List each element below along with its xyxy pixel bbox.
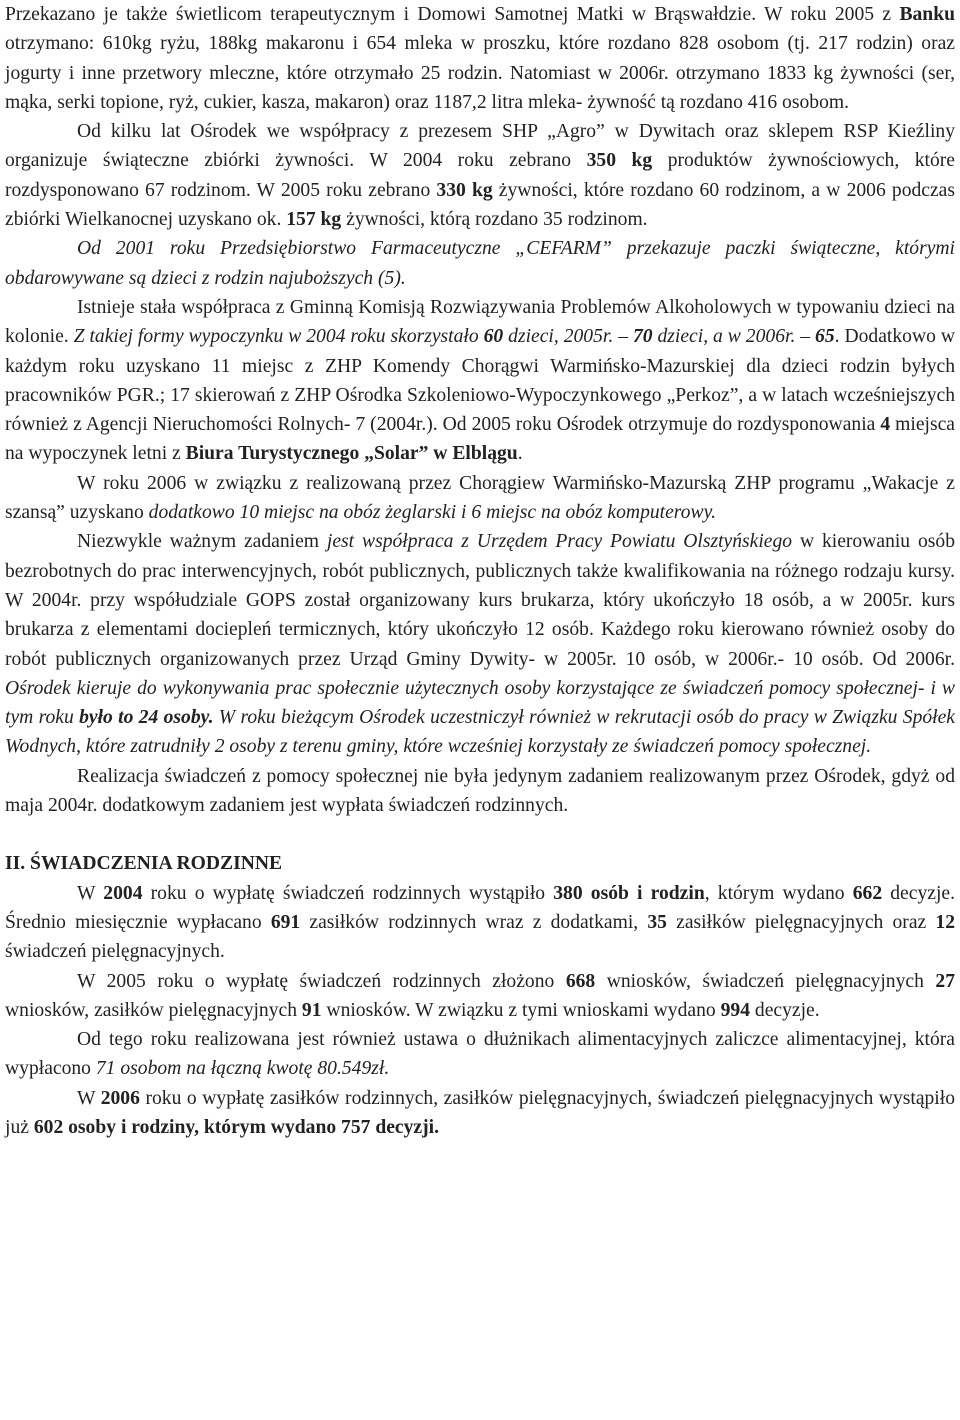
text-span: żywności, którą rozdano 35 rodzinom. [341,209,648,231]
text-span: decyzje. [750,999,820,1021]
text-span: Od kilku lat Ośrodek we współpracy z prezesem SHP „Agro” w Dywitach oraz sklepem RSP Kieźliny organizuje świąteczne zbiórki żywności. W 2004 roku zebrano [5,121,955,172]
text-span: decyzje. Średnio miesięcznie wypłacano [5,882,955,933]
italic-text: Ośrodek kieruje do wykonywania prac społecznie użytecznych osoby korzystające ze świadczeń pomocy społecznej- i w tym roku [5,677,955,729]
bold-text: 2004 [103,882,143,904]
italic-text: Od 2001 roku Przedsiębiorstwo Farmaceutyczne „CEFARM” przekazuje paczki świąteczne, którymi obdarowywane są dzieci z rodzin najuboższych (5). [5,238,955,289]
section-heading: II. ŚWIADCZENIA RODZINNE [5,853,283,875]
bold-text: Biura Turystycznego „Solar” w Elblągu [185,443,518,465]
text-span: Realizacja świadczeń z pomocy społecznej nie była jedynym zadaniem realizowanym przez Ośrodek, gdyż od maja 2004r. dodatkowym zadaniem jest wypłata świadczeń rodzinnych. [5,765,955,817]
italic-text: dzieci, 2005r. – [503,326,633,348]
text-span: miejsca na wypoczynek letni z [5,414,956,465]
bold-text: 157 kg [286,209,342,231]
bold-italic-text: 70 [632,326,653,348]
text-span: , którym wydano [704,882,853,904]
text-span: otrzymano: 610kg ryżu, 188kg makaronu i 654 mleka w proszku, które rozdano 828 osobom (tj. 217 rodzin) oraz jogurty i inne przetwory mleczne, które otrzymało 25 rodzin. Natomiast w 2006r. otrzymano 1833 kg żywności (ser, mąka, serki topione, ryż, cukier, kasza, makaron) oraz 1187,2 litra mleka- żywność tą rozdano 416 osobom. [5,33,955,113]
text-span: wniosków. W związku z tymi wnioskami wydano [321,999,721,1021]
text-span: wniosków, świadczeń pielęgnacyjnych [595,970,936,992]
bold-italic-text: 60 [483,326,504,348]
text-span: świadczeń pielęgnacyjnych. [5,941,225,963]
text-span: wniosków, zasiłków pielęgnacyjnych [5,999,302,1021]
paragraph-labour-office-cooperation [5,527,955,761]
text-span: Od tego roku realizowana jest również ustawa o dłużnikach alimentacyjnych zaliczce alimentacyjnej, która wypłacono [5,1029,955,1080]
paragraph-zhp-program [5,469,955,528]
paragraph-food-aid-continued [5,0,955,117]
bold-text: 12 [935,911,955,933]
bold-text: 691 [270,911,301,933]
text-span: W roku 2006 w związku z realizowaną przez Chorągiew Warmińsko-Mazurską ZHP programu „Wakacje z szansą” uzyskano [5,472,955,524]
paragraph-2004-benefits [5,879,955,967]
bold-text: 668 [565,970,596,992]
text-span: . [517,443,523,465]
italic-text: Z takiej formy wypoczynku w 2004 roku skorzystało [73,326,484,348]
bold-text: 350 kg [586,150,653,172]
bold-text: Banku [899,4,955,25]
italic-text: dzieci, a w 2006r. – [652,326,816,348]
text-span: żywności, które rozdano 60 rodzinom, a w 2006 podczas zbiórki Wielkanocnej uzyskano ok. [5,179,956,231]
text-span: zasiłków pielęgnacyjnych oraz [666,911,936,933]
bold-text: 91 [301,999,322,1021]
bold-text: 2006 [100,1087,140,1109]
italic-text: 71 osobom na łączną kwotę 80.549zł. [95,1058,390,1080]
text-span: . Dodatkowo w każdym roku uzyskano 11 miejsc z ZHP Komendy Chorągwi Warmińsko-Mazurskiej dla dzieci rodzin byłych pracowników PGR.; 17 skierowań z ZHP Ośrodka Szkoleniowo-Wypoczynkowego „Perkoz”, a w latach wcześniejszych również z Agencji Nieruchomości Rolnych- 7 (2004r.). Od 2005 roku Ośrodek otrzymuje do rozdysponowania [5,326,955,436]
bold-text: 35 [647,911,667,933]
paragraph-family-benefits-intro [5,762,955,821]
text-span: W [77,1087,101,1109]
text-span: Niezwykle ważnym zadaniem [77,531,327,553]
text-span: W 2005 roku o wypłatę świadczeń rodzinnych złożono [77,970,566,992]
paragraph-2005-benefits [5,967,955,1026]
bold-italic-text: 65 [815,326,835,348]
blank-line [5,820,955,849]
bold-text: 330 kg [436,179,493,201]
text-span: Istnieje stała współpraca z Gminną Komisją Rozwiązywania Problemów Alkoholowych w typowaniu dzieci na kolonie. [5,296,955,348]
italic-text: W roku bieżącym Ośrodek uczestniczył również w rekrutacji osób do pracy w Związku Spółek Wodnych, które zatrudniły 2 osoby z terenu gminy, które wcześniej korzystały ze świadczeń pomocy społecznej. [5,707,955,758]
text-span: produktów żywnościowych, które rozdysponowano 67 rodzinom. W 2005 roku zebrano [5,150,956,201]
text-span: w kierowaniu osób bezrobotnych do prac interwencyjnych, robót publicznych, publicznych także kwalifikowania na różnego rodzaju kursy. W 2004r. przy współudziale GOPS został organizowany kurs brukarza, który ukończyło 18 osób, a w 2005r. kurs brukarza z elementami dociepleń termicznych, który ukończyło 12 osób. Każdego roku kierowano również osoby do robót publicznych organizowanych przez Urząd Gminy Dywity- w 2005r. 10 osób, w 2006r.- 10 osób. Od 2006r. [5,531,955,670]
paragraph-cefarm-packages [5,234,955,293]
bold-text: 4 [880,414,891,436]
paragraph-2006-benefits [5,1084,955,1143]
bold-text: 602 osoby i rodziny, którym wydano 757 decyzji. [33,1116,439,1138]
italic-text: dodatkowo 10 miejsc na obóz żeglarski i 6 miejsc na obóz komputerowy. [148,502,717,524]
text-span: W [77,882,104,904]
paragraph-summer-camps [5,293,955,469]
bold-text: 662 [852,882,883,904]
bold-text: 27 [935,970,955,992]
text-span: Przekazano je także świetlicom terapeutycznym i Domowi Samotnej Matki w Brąswałdzie. W roku 2005 z [5,4,900,25]
text-span: roku o wypłatę świadczeń rodzinnych wystąpiło [142,882,554,904]
paragraph-alimony-advance [5,1025,955,1084]
bold-text: 994 [720,999,750,1021]
italic-text: jest współpraca z Urzędem Pracy Powiatu Olsztyńskiego [326,531,793,553]
text-span: zasiłków rodzinnych wraz z dodatkami, [300,911,648,933]
paragraph-holiday-food-collections [5,117,955,234]
bold-italic-text: było to 24 osoby. [79,707,214,729]
bold-text: 380 osób i rodzin [553,882,705,904]
text-span: roku o wypłatę zasiłków rodzinnych, zasiłków pielęgnacyjnych, świadczeń pielęgnacyjnych wystąpiło już [5,1087,955,1138]
